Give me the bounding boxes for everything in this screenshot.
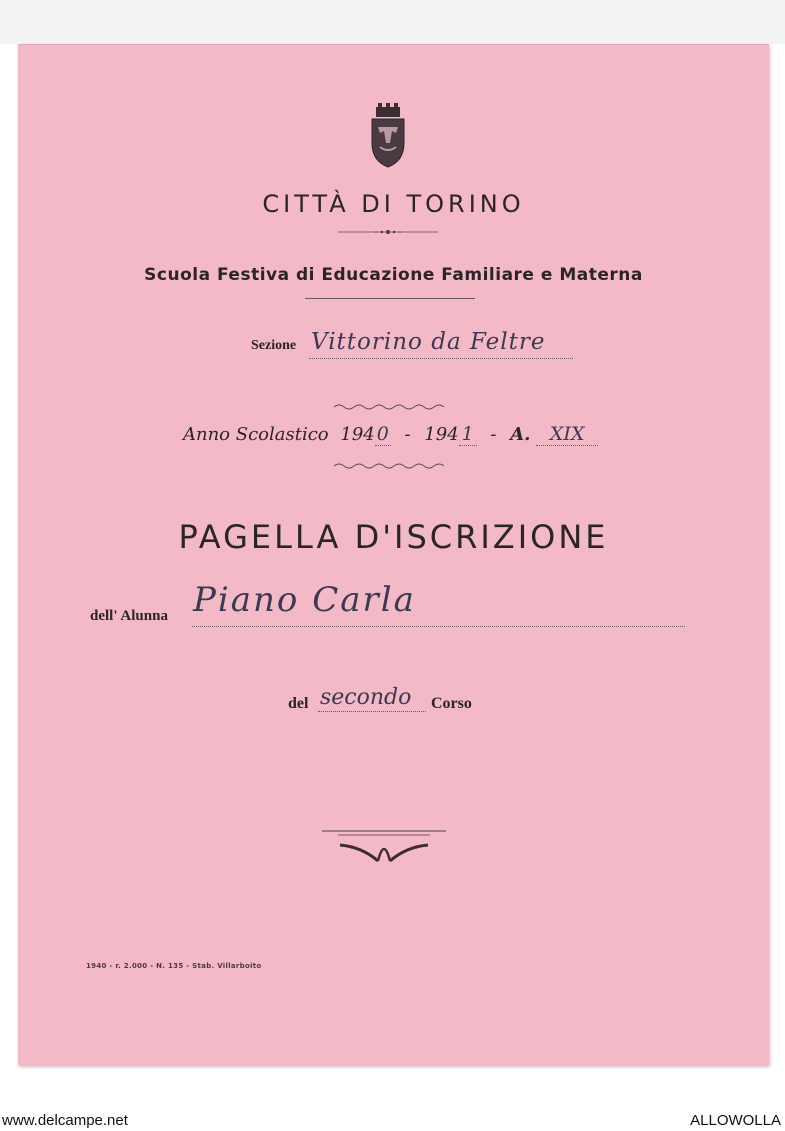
printer-note: 1940 - r. 2.000 - N. 135 - Stab. Villarboito	[86, 962, 262, 970]
era-value: XIX	[536, 423, 598, 446]
school-year-row	[183, 423, 598, 446]
scan-background	[0, 0, 785, 44]
section-dotted-line	[309, 358, 573, 359]
year-prefix-1: 194	[340, 424, 375, 445]
report-card-cover	[18, 44, 769, 1065]
course-value: secondo	[320, 685, 412, 710]
student-label: dell' Alunna	[90, 608, 168, 624]
year-digit-1: 0	[376, 423, 389, 445]
year-dash-2: -	[490, 424, 497, 445]
city-title: CITTÀ DI TORINO	[262, 190, 525, 218]
era-label: A.	[510, 424, 531, 445]
watermark-credit-right: ALLOWOLLA	[690, 1112, 781, 1129]
school-year-label: Anno Scolastico	[183, 424, 329, 445]
year-prefix-2: 194	[424, 424, 459, 445]
section-label: Sezione	[251, 338, 297, 353]
year-dash-1: -	[404, 424, 411, 445]
section-value: Vittorino da Feltre	[311, 329, 546, 355]
course-label-after: Corso	[431, 695, 472, 712]
ornament-divider	[338, 227, 438, 237]
coat-of-arms-icon	[366, 103, 410, 169]
course-label-before: del	[288, 695, 309, 712]
wavy-divider-2	[334, 462, 444, 470]
year-digit-2: 1	[459, 423, 477, 446]
school-name: Scuola Festiva di Educazione Familiare e Materna	[144, 265, 643, 285]
student-dotted-line	[192, 626, 685, 627]
document-title: PAGELLA D'ISCRIZIONE	[178, 518, 609, 556]
student-name: Piano Carla	[193, 580, 416, 620]
bottom-ornament	[318, 827, 450, 867]
course-dotted-line	[318, 711, 426, 712]
wavy-divider	[334, 403, 444, 411]
watermark-credit-left: www.delcampe.net	[2, 1112, 128, 1129]
divider-line	[305, 298, 475, 299]
